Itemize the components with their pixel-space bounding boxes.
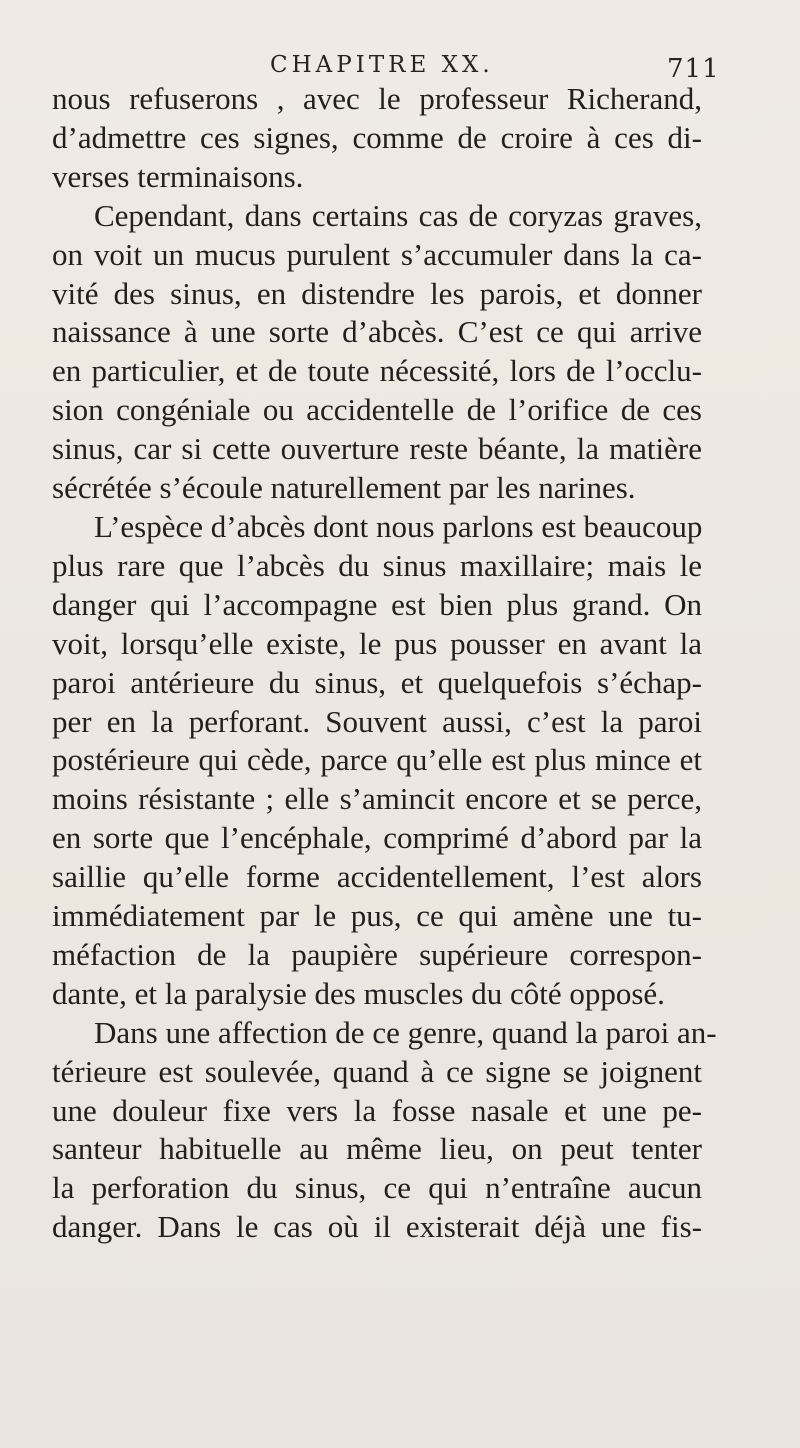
running-head: CHAPITRE XX. bbox=[270, 52, 494, 78]
text-line: per en la perforant. Souvent aussi, c’est la paroi bbox=[52, 703, 702, 739]
text-line: méfaction de la paupière supérieure correspon- bbox=[52, 936, 702, 972]
text-line: Cependant, dans certains cas de coryzas graves, bbox=[94, 197, 702, 233]
page-number: 711 bbox=[667, 54, 720, 84]
text-line: danger qui l’accompagne est bien plus grand. On bbox=[52, 586, 702, 622]
text-line: immédiatement par le pus, ce qui amène une tu- bbox=[52, 898, 702, 934]
text-line: sécrétée s’écoule naturellement par les narines. bbox=[52, 470, 636, 506]
text-line: d’admettre ces signes, comme de croire à ces di- bbox=[52, 119, 702, 155]
text-line: en sorte que l’encéphale, comprimé d’abord par la bbox=[52, 820, 702, 856]
body-text bbox=[52, 80, 717, 1247]
text-line: une douleur fixe vers la fosse nasale et une pe- bbox=[52, 1092, 702, 1128]
text-line: en particulier, et de toute nécessité, lors de l’occlu- bbox=[52, 353, 702, 389]
text-line: vité des sinus, en distendre les parois, et donner bbox=[52, 275, 702, 311]
text-line: sion congéniale ou accidentelle de l’orifice de ces bbox=[52, 392, 702, 428]
text-line: Dans une affection de ce genre, quand la paroi an- bbox=[94, 1014, 717, 1050]
text-line: santeur habituelle au même lieu, on peut tenter bbox=[52, 1131, 702, 1167]
text-line: la perforation du sinus, ce qui n’entraîne aucun bbox=[52, 1170, 702, 1206]
text-line: danger. Dans le cas où il existerait déjà une fis- bbox=[52, 1209, 702, 1245]
text-line: naissance à une sorte d’abcès. C’est ce qui arrive bbox=[52, 314, 702, 350]
text-line: saillie qu’elle forme accidentellement, l’est alors bbox=[52, 859, 702, 895]
text-line: postérieure qui cède, parce qu’elle est plus mince et bbox=[52, 742, 702, 778]
paragraph bbox=[52, 197, 702, 508]
paragraph bbox=[52, 508, 702, 1014]
text-line: térieure est soulevée, quand à ce signe se joignent bbox=[52, 1053, 702, 1089]
text-line: nous refuserons , avec le professeur Richerand, bbox=[52, 81, 702, 116]
text-line: paroi antérieure du sinus, et quelquefois s’échap- bbox=[52, 664, 702, 700]
text-line: verses terminaisons. bbox=[52, 158, 304, 194]
text-line: moins résistante ; elle s’amincit encore et se perce, bbox=[52, 781, 702, 817]
text-line: L’espèce d’abcès dont nous parlons est beaucoup bbox=[94, 508, 703, 544]
text-line: sinus, car si cette ouverture reste béante, la matière bbox=[52, 431, 702, 467]
text-line: voit, lorsqu’elle existe, le pus pousser en avant la bbox=[52, 625, 702, 661]
text-line: dante, et la paralysie des muscles du côté opposé. bbox=[52, 975, 665, 1011]
page-header bbox=[0, 44, 800, 84]
paragraph bbox=[52, 1014, 717, 1247]
paragraph bbox=[52, 80, 702, 197]
text-line: plus rare que l’abcès du sinus maxillaire; mais le bbox=[52, 547, 702, 583]
text-line: on voit un mucus purulent s’accumuler dans la ca- bbox=[52, 236, 702, 272]
